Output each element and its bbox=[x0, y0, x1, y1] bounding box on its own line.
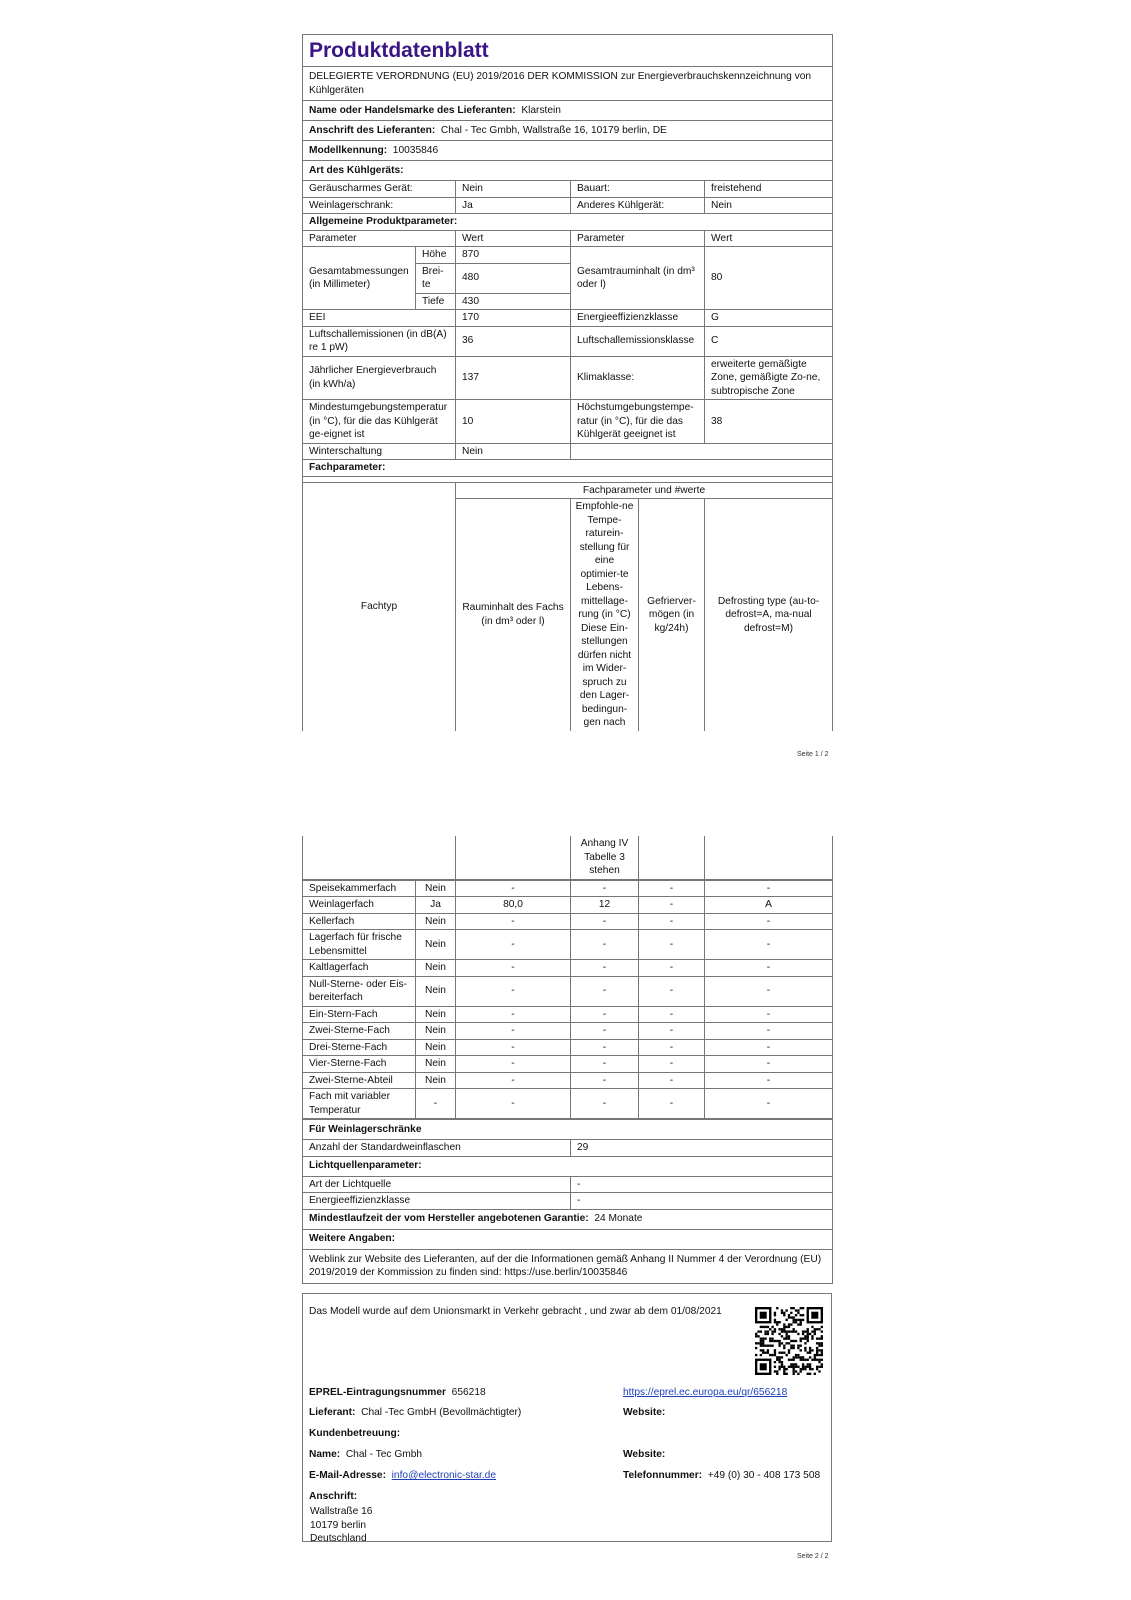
compartment-defrost: - bbox=[705, 976, 833, 1006]
service-name-label: Name: bbox=[309, 1449, 341, 1460]
compartment-volume: - bbox=[456, 1006, 571, 1023]
compartment-row bbox=[303, 1072, 833, 1089]
warranty-value: 24 Monate bbox=[594, 1213, 643, 1225]
eprel-reg-label: EPREL-Eintragungsnummer bbox=[309, 1387, 446, 1398]
compartment-row bbox=[303, 960, 833, 977]
compartment-temp: - bbox=[571, 1089, 639, 1119]
address-line: 10179 berlin bbox=[310, 1519, 367, 1531]
compartment-name: Speisekammerfach bbox=[303, 880, 416, 897]
compartment-freeze: - bbox=[639, 1089, 705, 1119]
compartment-present: - bbox=[416, 1089, 456, 1119]
compartment-present: Nein bbox=[416, 1056, 456, 1073]
warranty-label: Mindestlaufzeit der vom Hersteller angebotenen Garantie: bbox=[309, 1213, 589, 1225]
datasheet-table-3 bbox=[302, 1119, 833, 1284]
compartment-row bbox=[303, 1089, 833, 1119]
compartment-defrost: A bbox=[705, 897, 833, 914]
light-class-label: Energieeffizienzklasse bbox=[303, 1193, 571, 1210]
compartment-freeze: - bbox=[639, 1056, 705, 1073]
further-text: Weblink zur Website des Lieferanten, auf der die Informationen gemäß Anhang II Nummer 4 der Verordnung (EU) 2019/2019 der Kommission zu finden sind: https://use.berlin/10035846 bbox=[303, 1249, 833, 1283]
width-label: Brei-te bbox=[416, 263, 456, 293]
light-type-label: Art der Lichtquelle bbox=[303, 1176, 571, 1193]
compartment-freeze: - bbox=[639, 897, 705, 914]
noise-label: Luftschallemissionen (in dB(A) re 1 pW) bbox=[303, 326, 456, 356]
compartment-volume: - bbox=[456, 1039, 571, 1056]
compartment-name: Zwei-Sterne-Abteil bbox=[303, 1072, 416, 1089]
height-value: 870 bbox=[456, 247, 571, 264]
compartment-present: Nein bbox=[416, 913, 456, 930]
depth-value: 430 bbox=[456, 293, 571, 310]
compartment-volume: - bbox=[456, 880, 571, 897]
compartment-row bbox=[303, 1056, 833, 1073]
compartment-name: Kellerfach bbox=[303, 913, 416, 930]
customer-service-heading: Kundenbetreuung: bbox=[309, 1428, 401, 1439]
low-noise-label: Geräuscharmes Gerät: bbox=[303, 181, 456, 198]
compartment-name: Lagerfach für frische Lebensmittel bbox=[303, 930, 416, 960]
climate-class-label: Klimaklasse: bbox=[571, 356, 705, 400]
max-temp-label: Höchstumgebungstempe-ratur (in °C), für die das Kühlgerät geeignet ist bbox=[571, 400, 705, 444]
dimensions-label: Gesamtabmessungen (in Millimeter) bbox=[303, 247, 416, 310]
compartment-freeze-header: Gefrierver-mögen (in kg/24h) bbox=[639, 499, 705, 731]
page-title: Produktdatenblatt bbox=[303, 35, 833, 67]
compartment-volume: - bbox=[456, 1089, 571, 1119]
qr-code-icon bbox=[755, 1307, 823, 1375]
winter-value: Nein bbox=[456, 443, 571, 460]
compartment-temp: - bbox=[571, 960, 639, 977]
compartment-row bbox=[303, 880, 833, 897]
compartment-defrost: - bbox=[705, 1039, 833, 1056]
annual-energy-value: 137 bbox=[456, 356, 571, 400]
light-heading: Lichtquellenparameter: bbox=[303, 1156, 833, 1176]
compartment-present: Nein bbox=[416, 930, 456, 960]
compartment-name: Kaltlagerfach bbox=[303, 960, 416, 977]
compartment-volume: - bbox=[456, 976, 571, 1006]
eprel-link[interactable]: https://eprel.ec.europa.eu/qr/656218 bbox=[623, 1387, 788, 1398]
light-class-value: - bbox=[571, 1193, 833, 1210]
supplier-address-value: Chal - Tec Gmbh, Wallstraße 16, 10179 berlin, DE bbox=[440, 124, 667, 136]
address-line: Wallstraße 16 bbox=[310, 1506, 373, 1517]
energy-class-value: G bbox=[705, 310, 833, 327]
eprel-website-label: Website: bbox=[623, 1407, 666, 1418]
compartment-freeze: - bbox=[639, 880, 705, 897]
compartment-freeze: - bbox=[639, 913, 705, 930]
climate-class-value: erweiterte gemäßigte Zone, gemäßigte Zo-ne, subtropische Zone bbox=[705, 356, 833, 400]
height-label: Höhe bbox=[416, 247, 456, 264]
annual-energy-label: Jährlicher Energieverbrauch (in kWh/a) bbox=[303, 356, 456, 400]
email-link[interactable]: info@electronic-star.de bbox=[391, 1470, 497, 1481]
winter-label: Winterschaltung bbox=[303, 443, 456, 460]
compartment-temp: - bbox=[571, 1056, 639, 1073]
phone-value: +49 (0) 30 - 408 173 508 bbox=[707, 1470, 821, 1481]
compartment-temp-header: Empfohle-ne Tempe-raturein-stellung für eine optimier-te Lebens-mittellage-rung (in °C) Diese Ein-stellungen dürfen nicht im Wider-spruch zu den Lager-bedingun-gen nach bbox=[571, 499, 639, 731]
address-line: Deutschland bbox=[310, 1533, 367, 1544]
eprel-supplier-label: Lieferant: bbox=[309, 1407, 356, 1418]
volume-label: Gesamtrauminhalt (in dm³ oder l) bbox=[571, 247, 705, 310]
service-name-value: Chal - Tec Gmbh bbox=[345, 1449, 423, 1460]
compartment-defrost: - bbox=[705, 930, 833, 960]
volume-value: 80 bbox=[705, 247, 833, 310]
supplier-name-label: Name oder Handelsmarke des Lieferanten: bbox=[309, 104, 516, 116]
supplier-name-value: Klarstein bbox=[521, 104, 561, 116]
bottles-label: Anzahl der Standardweinflaschen bbox=[303, 1140, 571, 1157]
compartment-freeze: - bbox=[639, 1072, 705, 1089]
compartment-row bbox=[303, 976, 833, 1006]
compartment-freeze: - bbox=[639, 1006, 705, 1023]
supplier-address-row bbox=[303, 121, 833, 141]
bottles-value: 29 bbox=[571, 1140, 833, 1157]
min-temp-label: Mindestumgebungstemperatur (in °C), für die das Kühlgerät ge-eignet ist bbox=[303, 400, 456, 444]
compartment-temp: - bbox=[571, 1072, 639, 1089]
compartment-defrost: - bbox=[705, 913, 833, 930]
compartment-name: Null-Sterne- oder Eis-bereiterfach bbox=[303, 976, 416, 1006]
compartment-present: Nein bbox=[416, 1039, 456, 1056]
depth-label: Tiefe bbox=[416, 293, 456, 310]
compartment-row bbox=[303, 913, 833, 930]
low-noise-value: Nein bbox=[456, 181, 571, 198]
service-website-label: Website: bbox=[623, 1449, 666, 1460]
compartment-defrost: - bbox=[705, 1023, 833, 1040]
compartment-defrost: - bbox=[705, 1056, 833, 1073]
eprel-reg-value: 656218 bbox=[451, 1387, 486, 1398]
design-value: freistehend bbox=[705, 181, 833, 198]
compartment-row bbox=[303, 1023, 833, 1040]
compartment-freeze: - bbox=[639, 1039, 705, 1056]
wine-cabinet-value: Ja bbox=[456, 197, 571, 214]
supplier-address-label: Anschrift des Lieferanten: bbox=[309, 124, 436, 136]
further-heading: Weitere Angaben: bbox=[303, 1229, 833, 1249]
compartment-row bbox=[303, 897, 833, 914]
warranty-row bbox=[303, 1209, 833, 1229]
compartment-name: Fach mit variabler Temperatur bbox=[303, 1089, 416, 1119]
compartment-name: Zwei-Sterne-Fach bbox=[303, 1023, 416, 1040]
min-temp-value: 10 bbox=[456, 400, 571, 444]
datasheet-page-1 bbox=[302, 34, 832, 731]
param-header-2: Parameter bbox=[571, 230, 705, 247]
compartment-type-header: Fachtyp bbox=[303, 482, 456, 731]
datasheet-table-1 bbox=[302, 34, 833, 731]
type-heading: Art des Kühlgeräts: bbox=[303, 161, 833, 181]
general-heading: Allgemeine Produktparameter: bbox=[303, 214, 833, 231]
compartment-table bbox=[302, 880, 833, 1120]
wine-cabinet-label: Weinlagerschrank: bbox=[303, 197, 456, 214]
compartment-freeze: - bbox=[639, 1023, 705, 1040]
compartment-temp: - bbox=[571, 1006, 639, 1023]
compartment-freeze: - bbox=[639, 930, 705, 960]
compartment-present: Ja bbox=[416, 897, 456, 914]
compartment-volume: - bbox=[456, 1056, 571, 1073]
regulation-text: DELEGIERTE VERORDNUNG (EU) 2019/2016 DER KOMMISSION zur Energieverbrauchskennzeichnung von Kühlgeräten bbox=[303, 67, 833, 101]
compartment-volume: - bbox=[456, 1023, 571, 1040]
light-type-value: - bbox=[571, 1176, 833, 1193]
compartment-defrost: - bbox=[705, 960, 833, 977]
param-header: Parameter bbox=[303, 230, 456, 247]
energy-class-label: Energieeffizienzklasse bbox=[571, 310, 705, 327]
noise-value: 36 bbox=[456, 326, 571, 356]
model-value: 10035846 bbox=[392, 144, 439, 156]
compartment-volume: - bbox=[456, 913, 571, 930]
datasheet-page-2 bbox=[302, 836, 832, 1284]
market-date-text: Das Modell wurde auf dem Unionsmarkt in Verkehr gebracht , und zwar ab dem 01/08/2021 bbox=[309, 1306, 722, 1317]
compartment-temp: - bbox=[571, 976, 639, 1006]
compartment-heading: Fachparameter: bbox=[303, 460, 833, 477]
compartment-temp-header-cont: Anhang IV Tabelle 3 stehen bbox=[571, 836, 639, 879]
value-header: Wert bbox=[456, 230, 571, 247]
compartment-name: Ein-Stern-Fach bbox=[303, 1006, 416, 1023]
compartment-temp: - bbox=[571, 1039, 639, 1056]
compartment-present: Nein bbox=[416, 1006, 456, 1023]
eei-label: EEI bbox=[303, 310, 456, 327]
compartment-temp: - bbox=[571, 930, 639, 960]
noise-class-label: Luftschallemissionsklasse bbox=[571, 326, 705, 356]
compartment-temp: - bbox=[571, 1023, 639, 1040]
width-value: 480 bbox=[456, 263, 571, 293]
compartment-defrost-header: Defrosting type (au-to-defrost=A, ma-nual defrost=M) bbox=[705, 499, 833, 731]
other-appliance-label: Anderes Kühlgerät: bbox=[571, 197, 705, 214]
compartment-defrost: - bbox=[705, 880, 833, 897]
compartment-volume-header: Rauminhalt des Fachs (in dm³ oder l) bbox=[456, 499, 571, 731]
compartment-present: Nein bbox=[416, 1023, 456, 1040]
email-label: E-Mail-Adresse: bbox=[309, 1470, 386, 1481]
eei-value: 170 bbox=[456, 310, 571, 327]
compartment-row bbox=[303, 1006, 833, 1023]
other-appliance-value: Nein bbox=[705, 197, 833, 214]
compartment-row bbox=[303, 1039, 833, 1056]
compartment-present: Nein bbox=[416, 960, 456, 977]
compartment-defrost: - bbox=[705, 1072, 833, 1089]
compartment-present: Nein bbox=[416, 880, 456, 897]
wine-heading: Für Weinlagerschränke bbox=[303, 1120, 833, 1140]
compartment-volume: 80,0 bbox=[456, 897, 571, 914]
compartment-freeze: - bbox=[639, 976, 705, 1006]
datasheet-table-2 bbox=[302, 836, 833, 880]
compartment-temp: - bbox=[571, 880, 639, 897]
compartment-freeze: - bbox=[639, 960, 705, 977]
compartment-volume: - bbox=[456, 1072, 571, 1089]
compartment-defrost: - bbox=[705, 1089, 833, 1119]
compartment-name: Weinlagerfach bbox=[303, 897, 416, 914]
compartment-temp: 12 bbox=[571, 897, 639, 914]
noise-class-value: C bbox=[705, 326, 833, 356]
model-row bbox=[303, 141, 833, 161]
value-header-2: Wert bbox=[705, 230, 833, 247]
compartment-name: Drei-Sterne-Fach bbox=[303, 1039, 416, 1056]
supplier-name-row bbox=[303, 101, 833, 121]
address-block bbox=[310, 1505, 372, 1546]
design-label: Bauart: bbox=[571, 181, 705, 198]
max-temp-value: 38 bbox=[705, 400, 833, 444]
phone-label: Telefonnummer: bbox=[623, 1470, 703, 1481]
compartment-volume: - bbox=[456, 930, 571, 960]
model-label: Modellkennung: bbox=[309, 144, 388, 156]
compartment-temp: - bbox=[571, 913, 639, 930]
page-number-1: Seite 1 / 2 bbox=[797, 751, 829, 758]
compartment-defrost: - bbox=[705, 1006, 833, 1023]
compartment-name: Vier-Sterne-Fach bbox=[303, 1056, 416, 1073]
eprel-supplier-value: Chal -Tec GmbH (Bevollmächtigter) bbox=[361, 1407, 522, 1418]
page-number-2: Seite 2 / 2 bbox=[797, 1553, 829, 1560]
address-label: Anschrift: bbox=[309, 1491, 358, 1502]
compartment-row bbox=[303, 930, 833, 960]
eprel-box bbox=[302, 1293, 832, 1542]
compartment-volume: - bbox=[456, 960, 571, 977]
compartment-present: Nein bbox=[416, 1072, 456, 1089]
compartment-present: Nein bbox=[416, 976, 456, 1006]
compartment-group-header: Fachparameter und #werte bbox=[456, 482, 833, 499]
